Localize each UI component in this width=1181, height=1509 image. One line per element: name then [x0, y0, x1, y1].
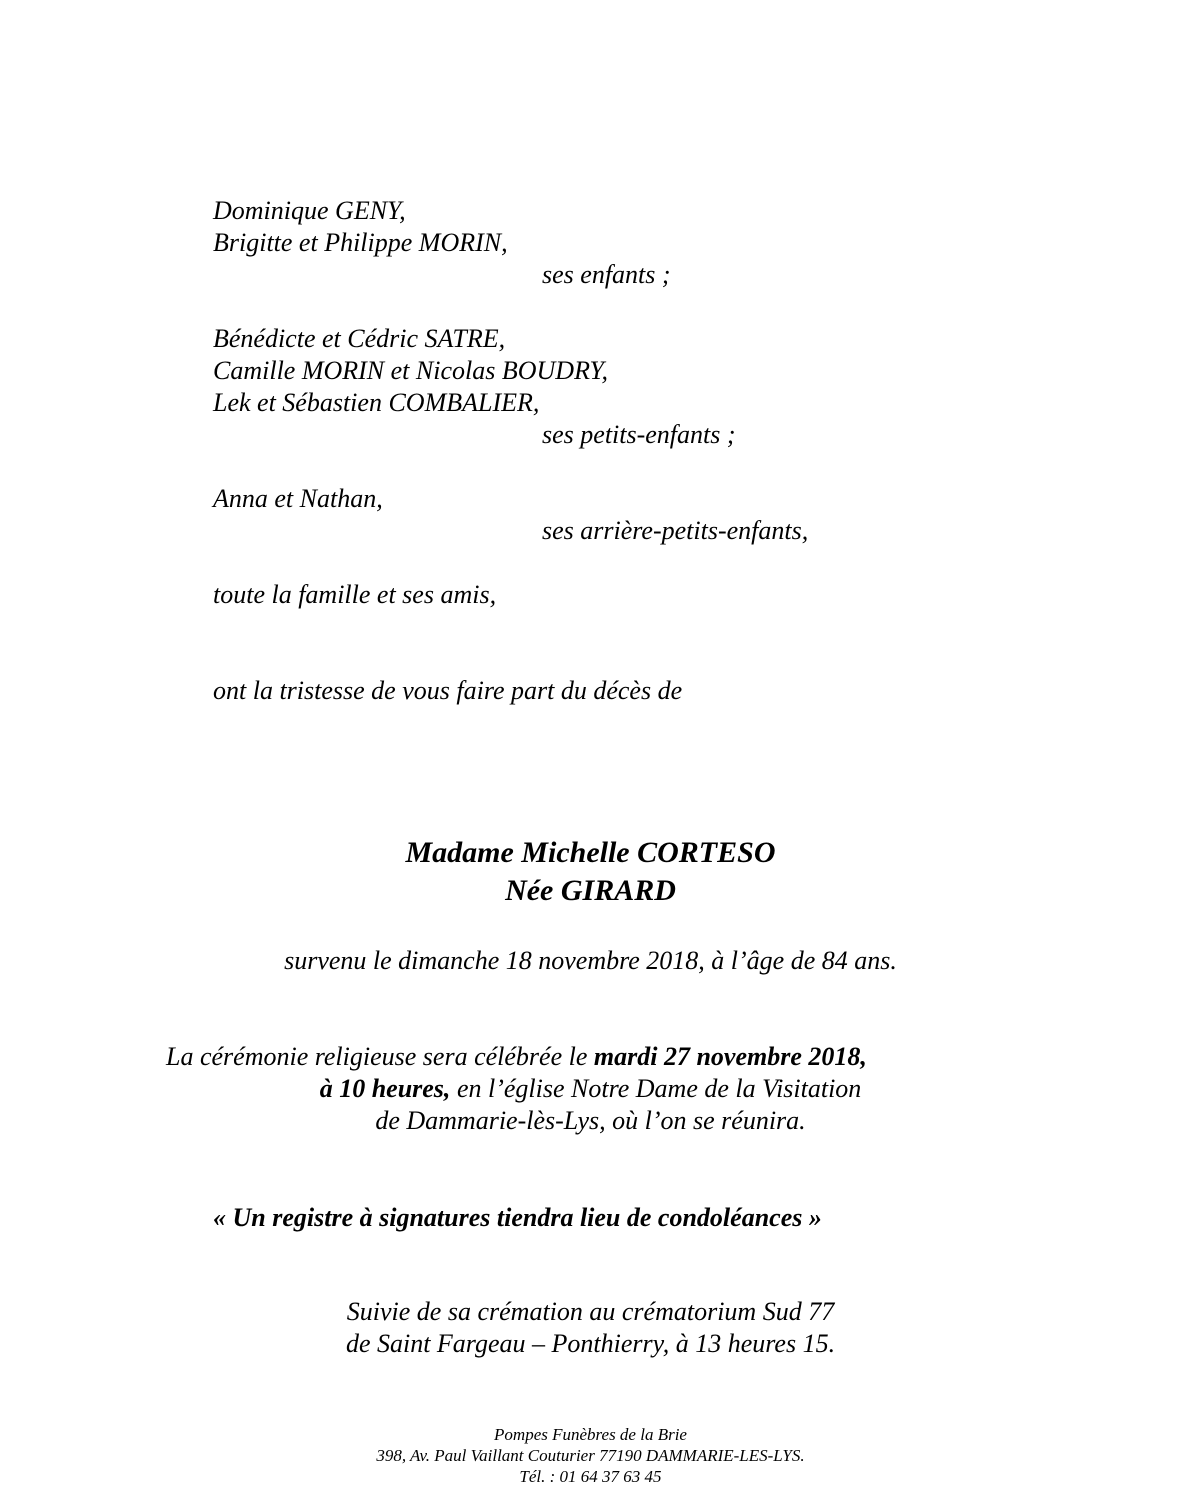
children-label: ses enfants ;: [542, 260, 671, 289]
register-note: « Un registre à signatures tiendra lieu de condoléances »: [213, 1203, 822, 1232]
death-details: survenu le dimanche 18 novembre 2018, à l’âge de 84 ans.: [284, 946, 897, 975]
ceremony-line-2: [0, 1073, 1181, 1105]
ceremony-location: en l’église Notre Dame de la Visitation: [450, 1074, 862, 1103]
grandchild-name-2: Camille MORIN et Nicolas BOUDRY,: [213, 356, 609, 385]
ceremony-line-3: de Dammarie-lès-Lys, où l’on se réunira.: [375, 1106, 806, 1135]
footer-company: Pompes Funèbres de la Brie: [494, 1425, 687, 1444]
family-and-friends: toute la famille et ses amis,: [213, 580, 497, 609]
ceremony-time: à 10 heures,: [319, 1074, 451, 1103]
great-grandchildren-label: ses arrière-petits-enfants,: [542, 516, 809, 545]
ceremony-line-1: [166, 1041, 867, 1073]
announcement-text: ont la tristesse de vous faire part du décès de: [213, 676, 683, 705]
ceremony-date: mardi 27 novembre 2018,: [593, 1042, 867, 1071]
grandchild-name-3: Lek et Sébastien COMBALIER,: [213, 388, 540, 417]
ceremony-prefix: La cérémonie religieuse sera célébrée le: [166, 1042, 594, 1071]
grandchildren-label: ses petits-enfants ;: [542, 420, 736, 449]
child-name-2: Brigitte et Philippe MORIN,: [213, 228, 508, 257]
grandchild-name-1: Bénédicte et Cédric SATRE,: [213, 324, 506, 353]
deceased-maiden-name: Née GIRARD: [505, 874, 676, 907]
cremation-line-2: de Saint Fargeau – Ponthierry, à 13 heures 15.: [345, 1329, 836, 1358]
cremation-line-1: Suivie de sa crémation au crématorium Sud 77: [346, 1297, 835, 1326]
footer-address: 398, Av. Paul Vaillant Couturier 77190 DAMMARIE-LES-LYS.: [376, 1446, 805, 1465]
child-name-1: Dominique GENY,: [213, 196, 406, 225]
deceased-name: Madame Michelle CORTESO: [405, 836, 776, 869]
footer-phone: Tél. : 01 64 37 63 45: [519, 1467, 662, 1486]
great-grandchild-name-1: Anna et Nathan,: [213, 484, 383, 513]
